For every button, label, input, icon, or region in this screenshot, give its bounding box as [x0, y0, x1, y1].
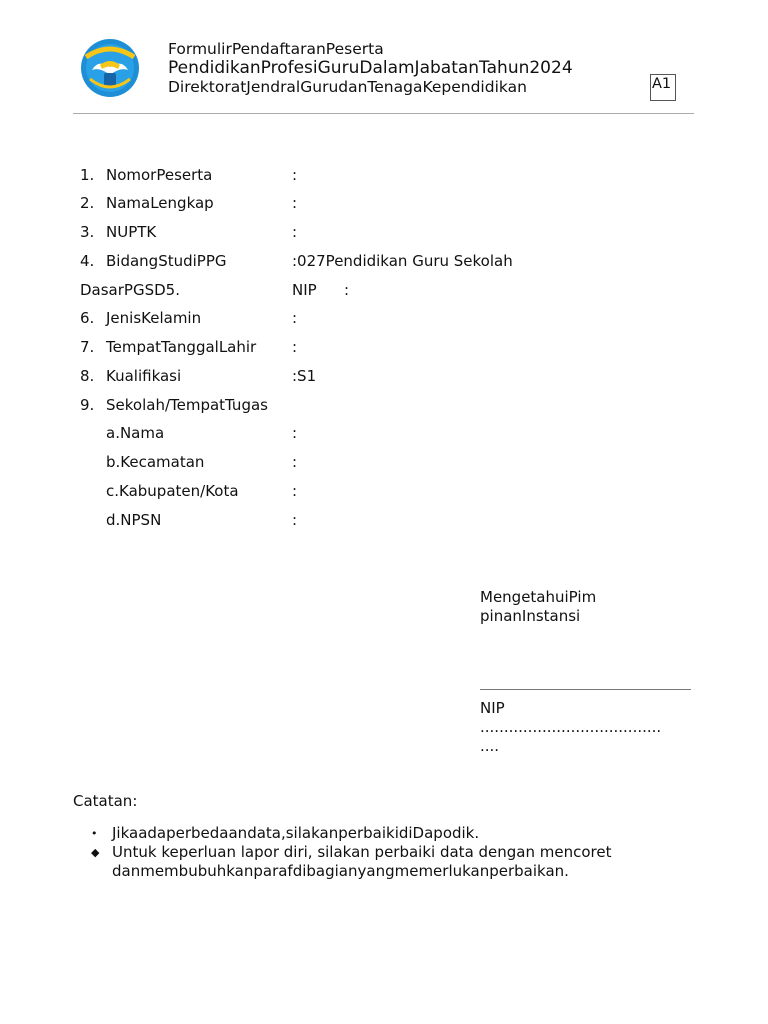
field-number: 3.	[80, 223, 95, 241]
field-number: 7.	[80, 338, 95, 356]
field-number: 9.	[80, 396, 95, 414]
form-title-line1: FormulirPendaftaranPeserta	[168, 40, 384, 58]
subfield-value: :	[292, 511, 298, 529]
field-value: :	[292, 194, 298, 212]
signature-caption-line1: MengetahuiPim	[480, 588, 597, 606]
subfield-value: :	[292, 453, 298, 471]
field-number: 2.	[80, 194, 95, 212]
field-label: Kualifikasi	[106, 367, 182, 385]
header-divider	[73, 113, 694, 114]
form-title-line3: DirektoratJendralGurudanTenagaKependidikan	[168, 78, 527, 96]
diamond-bullet-icon: ◆	[91, 846, 100, 859]
field-number: 4.	[80, 252, 95, 270]
field-number: 1.	[80, 166, 95, 184]
notes-list	[91, 824, 631, 881]
field-label: TempatTanggalLahir	[106, 338, 257, 356]
form-title-line2: PendidikanProfesiGuruDalamJabatanTahun2024	[168, 58, 573, 78]
notes-item	[91, 824, 631, 843]
field-value: :	[344, 281, 350, 299]
subfield-value: :	[292, 424, 298, 442]
field-label: Sekolah/TempatTugas	[106, 396, 268, 414]
field-label: NUPTK	[106, 223, 157, 241]
field-value: :	[292, 338, 298, 356]
field-wrap-text: DasarPGSD5.	[80, 281, 180, 299]
field-number: 6.	[80, 309, 95, 327]
field-label: NamaLengkap	[106, 194, 214, 212]
field-value: :027Pendidikan Guru Sekolah	[292, 252, 513, 270]
notes-item-text: Untuk keperluan lapor diri, silakan perbaiki data dengan mencoret danmembubuhkanparafdibagianyangmemerlukanperbaikan.	[112, 843, 612, 880]
field-label: NIP	[292, 281, 317, 299]
notes-item	[91, 843, 631, 881]
bullet-icon: •	[91, 827, 98, 840]
subfield-label: c.Kabupaten/Kota	[106, 482, 239, 500]
notes-title: Catatan:	[73, 792, 138, 810]
signature-nip-dots: ......................................	[480, 718, 662, 736]
tut-wuri-handayani-logo	[78, 37, 142, 99]
notes-item-text: Jikaadaperbedaandata,silakanperbaikidiDapodik.	[112, 824, 480, 842]
form-code-box: A1	[650, 74, 676, 101]
subfield-label: b.Kecamatan	[106, 453, 205, 471]
field-value: :S1	[292, 367, 317, 385]
signature-line	[480, 689, 691, 690]
field-label: BidangStudiPPG	[106, 252, 227, 270]
signature-nip-label: NIP	[480, 699, 505, 717]
signature-nip-dots-cont: ....	[480, 737, 500, 755]
signature-caption-line2: pinanInstansi	[480, 607, 581, 625]
subfield-value: :	[292, 482, 298, 500]
subfield-label: d.NPSN	[106, 511, 162, 529]
field-value: :	[292, 166, 298, 184]
field-value: :	[292, 223, 298, 241]
field-label: JenisKelamin	[106, 309, 202, 327]
field-label: NomorPeserta	[106, 166, 213, 184]
field-value: :	[292, 309, 298, 327]
field-number: 8.	[80, 367, 95, 385]
subfield-label: a.Nama	[106, 424, 165, 442]
